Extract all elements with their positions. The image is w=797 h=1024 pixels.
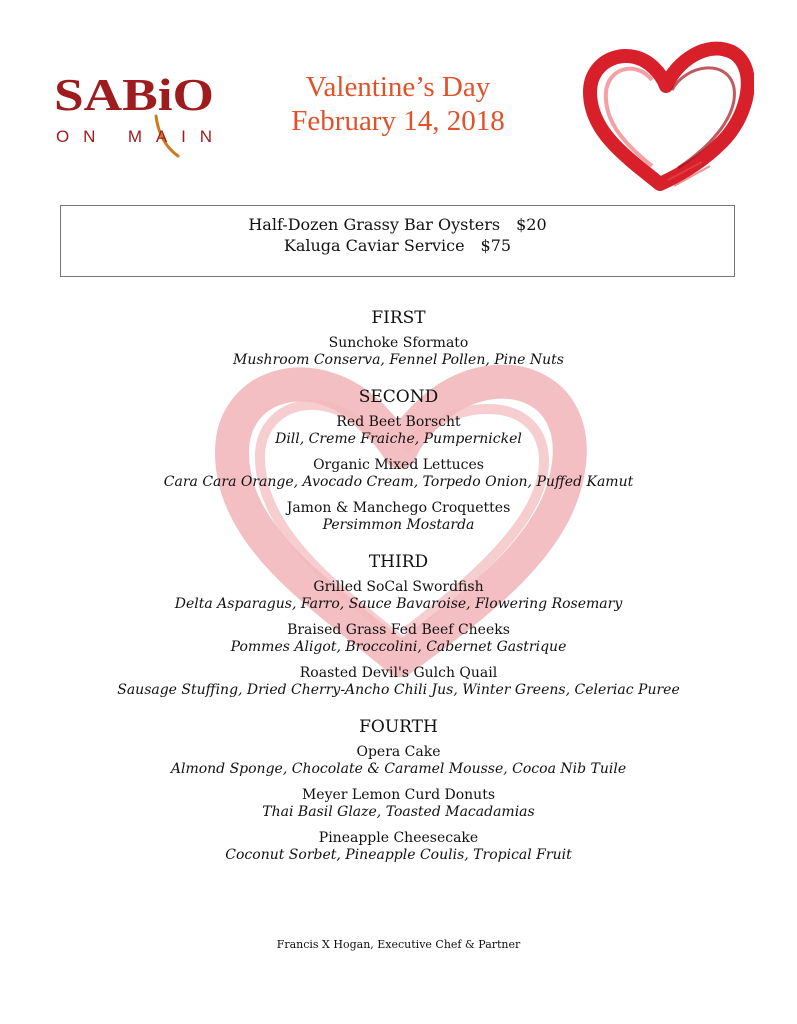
special-name: Half-Dozen Grassy Bar Oysters — [248, 215, 501, 234]
title-line-1: Valentine’s Day — [305, 71, 491, 103]
logo-subtitle: ON MAIN — [56, 127, 212, 146]
special-oysters — [61, 214, 734, 235]
dish-description: Thai Basil Glaze, Toasted Macadamias — [262, 804, 535, 820]
dish-description: Cara Cara Orange, Avocado Cream, Torpedo Onion, Puffed Kamut — [163, 474, 634, 490]
menu — [0, 306, 797, 880]
logo-wordmark: SABiO — [54, 69, 214, 120]
dish-name: Red Beet Borscht — [336, 414, 461, 430]
dish-description: Dill, Creme Fraiche, Pumpernickel — [275, 431, 522, 447]
dish-description: Persimmon Mostarda — [322, 517, 475, 533]
dish-description: Delta Asparagus, Farro, Sauce Bavaroise, Flowering Rosemary — [174, 596, 623, 612]
course-title: FOURTH — [359, 717, 438, 737]
dish — [0, 665, 797, 699]
page-title — [240, 70, 556, 138]
dish-name: Jamon & Manchego Croquettes — [286, 500, 511, 516]
dish-name: Roasted Devil's Gulch Quail — [299, 665, 498, 681]
dish — [0, 579, 797, 613]
dish-name: Sunchoke Sformato — [328, 335, 469, 351]
chef-credit: Francis X Hogan, Executive Chef & Partner — [276, 938, 521, 951]
dish-name: Organic Mixed Lettuces — [313, 457, 484, 473]
course-title: THIRD — [368, 552, 429, 572]
title-line-2: February 14, 2018 — [291, 105, 505, 137]
dish — [0, 414, 797, 448]
course-fourth — [0, 715, 797, 864]
course-third — [0, 550, 797, 699]
course-first — [0, 306, 797, 369]
course-title: SECOND — [358, 387, 439, 407]
course-second — [0, 385, 797, 534]
dish-name: Grilled SoCal Swordfish — [313, 579, 484, 595]
special-price: $75 — [480, 236, 512, 255]
dish-name: Pineapple Cheesecake — [318, 830, 479, 846]
dish — [0, 744, 797, 778]
dish — [0, 335, 797, 369]
dish-description: Sausage Stuffing, Dried Cherry-Ancho Chili Jus, Winter Greens, Celeriac Puree — [117, 682, 680, 698]
special-price: $20 — [516, 215, 547, 234]
dish — [0, 622, 797, 656]
dish — [0, 500, 797, 534]
dish-description: Mushroom Conserva, Fennel Pollen, Pine Nuts — [233, 352, 564, 368]
dish-name: Opera Cake — [356, 744, 441, 760]
dish-description: Coconut Sorbet, Pineapple Coulis, Tropical Fruit — [225, 847, 572, 863]
course-title: FIRST — [371, 308, 426, 328]
special-caviar — [61, 235, 734, 256]
special-name: Kaluga Caviar Service — [283, 236, 465, 255]
dish — [0, 830, 797, 864]
dish-name: Braised Grass Fed Beef Cheeks — [287, 622, 510, 638]
dish — [0, 787, 797, 821]
sabio-logo — [52, 66, 222, 162]
specials-box — [60, 205, 735, 277]
dish — [0, 457, 797, 491]
dish-description: Pommes Aligot, Broccolini, Cabernet Gastrique — [230, 639, 567, 655]
dish-name: Meyer Lemon Curd Donuts — [301, 787, 496, 803]
heart-icon — [582, 34, 754, 196]
dish-description: Almond Sponge, Chocolate & Caramel Mousse, Cocoa Nib Tuile — [170, 761, 627, 777]
